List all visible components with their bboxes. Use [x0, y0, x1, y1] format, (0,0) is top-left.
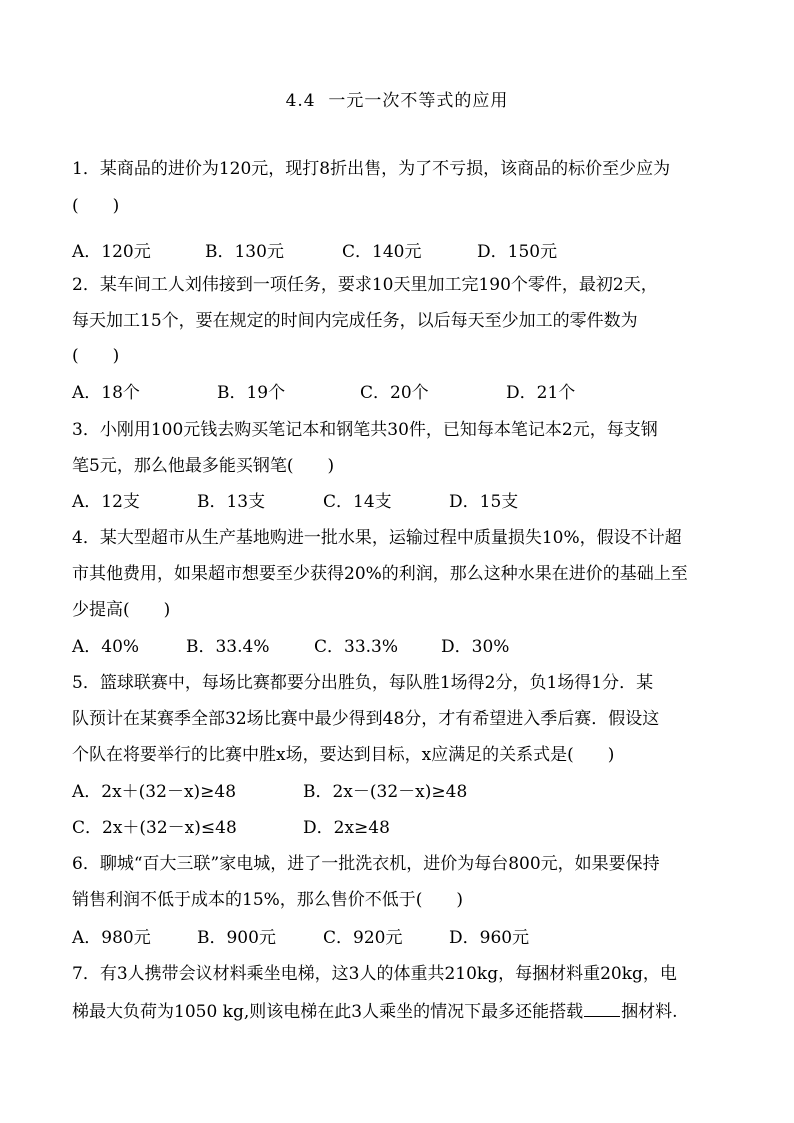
question-6-line-1: 6．聊城“百大三联”家电城，进了一批洗衣机，进价为每台800元，如果要保持: [72, 854, 660, 874]
question-4-option-a: A．40%: [72, 637, 140, 657]
question-7-line-2: [72, 998, 677, 1024]
question-1-line-1: 1．某商品的进价为120元，现打8折出售，为了不亏损，该商品的标价至少应为: [72, 159, 671, 179]
question-5-line-3: 个队在将要举行的比赛中胜x场，要达到目标，x应满足的关系式是( ): [72, 745, 615, 765]
question-2-line-1: 2．某车间工人刘伟接到一项任务，要求10天里加工完190个零件，最初2天，: [72, 275, 658, 295]
question-2-option-b: B．19个: [217, 383, 286, 403]
question-7-tail: 捆材料.: [621, 1002, 678, 1022]
question-5-line-1: 5．篮球联赛中，每场比赛都要分出胜负，每队胜1场得2分，负1场得1分．某: [72, 673, 654, 693]
question-5-option-b: B．2x－(32－x)≥48: [303, 782, 468, 802]
question-2-option-a: A．18个: [72, 383, 140, 403]
question-3-option-d: D．15支: [449, 492, 519, 512]
question-3-line-2: 笔5元，那么他最多能买钢笔( ): [72, 456, 335, 476]
question-6-option-c: C．920元: [323, 928, 403, 948]
question-4-option-d: D．30%: [441, 637, 510, 657]
question-5-option-d: D．2x≥48: [303, 818, 390, 838]
question-6-option-a: A．980元: [72, 928, 151, 948]
question-4-line-3: 少提高( ): [72, 600, 171, 620]
question-3-option-b: B．13支: [197, 492, 266, 512]
question-4-line-1: 4．某大型超市从生产基地购进一批水果，运输过程中质量损失10%，假设不计超: [72, 528, 682, 548]
question-4-line-2: 市其他费用，如果超市想要至少获得20%的利润，那么这种水果在进价的基础上至: [72, 564, 688, 584]
question-6-option-d: D．960元: [449, 928, 530, 948]
answer-blank[interactable]: [584, 998, 620, 1017]
question-7-line-2-text: 梯最大负荷为1050 kg,则该电梯在此3人乘坐的情况下最多还能搭载: [72, 1002, 584, 1022]
question-6-option-b: B．900元: [197, 928, 276, 948]
question-2-line-3: ( ): [72, 346, 120, 366]
question-5-option-a: A．2x＋(32－x)≥48: [72, 782, 237, 802]
question-2-option-d: D．21个: [506, 383, 576, 403]
question-4-option-b: B．33.4%: [186, 637, 270, 657]
question-4-option-c: C．33.3%: [314, 637, 399, 657]
question-3-line-1: 3．小刚用100元钱去购买笔记本和钢笔共30件，已知每本笔记本2元，每支钢: [72, 420, 658, 440]
question-1-option-d: D．150元: [477, 242, 558, 262]
question-5-option-c: C．2x＋(32－x)≤48: [72, 818, 237, 838]
question-1-option-a: A．120元: [72, 242, 151, 262]
question-5-line-2: 队预计在某赛季全部32场比赛中最少得到48分，才有希望进入季后赛．假设这: [72, 709, 660, 729]
question-7-line-1: 7．有3人携带会议材料乘坐电梯，这3人的体重共210kg，每捆材料重20kg，电: [72, 964, 677, 984]
question-1-option-c: C．140元: [342, 242, 422, 262]
page-title: 4.4 一元一次不等式的应用: [285, 91, 509, 111]
question-3-option-c: C．14支: [323, 492, 392, 512]
question-1-line-2: ( ): [72, 196, 120, 216]
question-2-line-2: 每天加工15个，要在规定的时间内完成任务，以后每天至少加工的零件数为: [72, 311, 638, 331]
question-6-line-2: 销售利润不低于成本的15%，那么售价不低于( ): [72, 890, 464, 910]
question-2-option-c: C．20个: [360, 383, 429, 403]
question-1-option-b: B．130元: [205, 242, 284, 262]
question-3-option-a: A．12支: [72, 492, 140, 512]
